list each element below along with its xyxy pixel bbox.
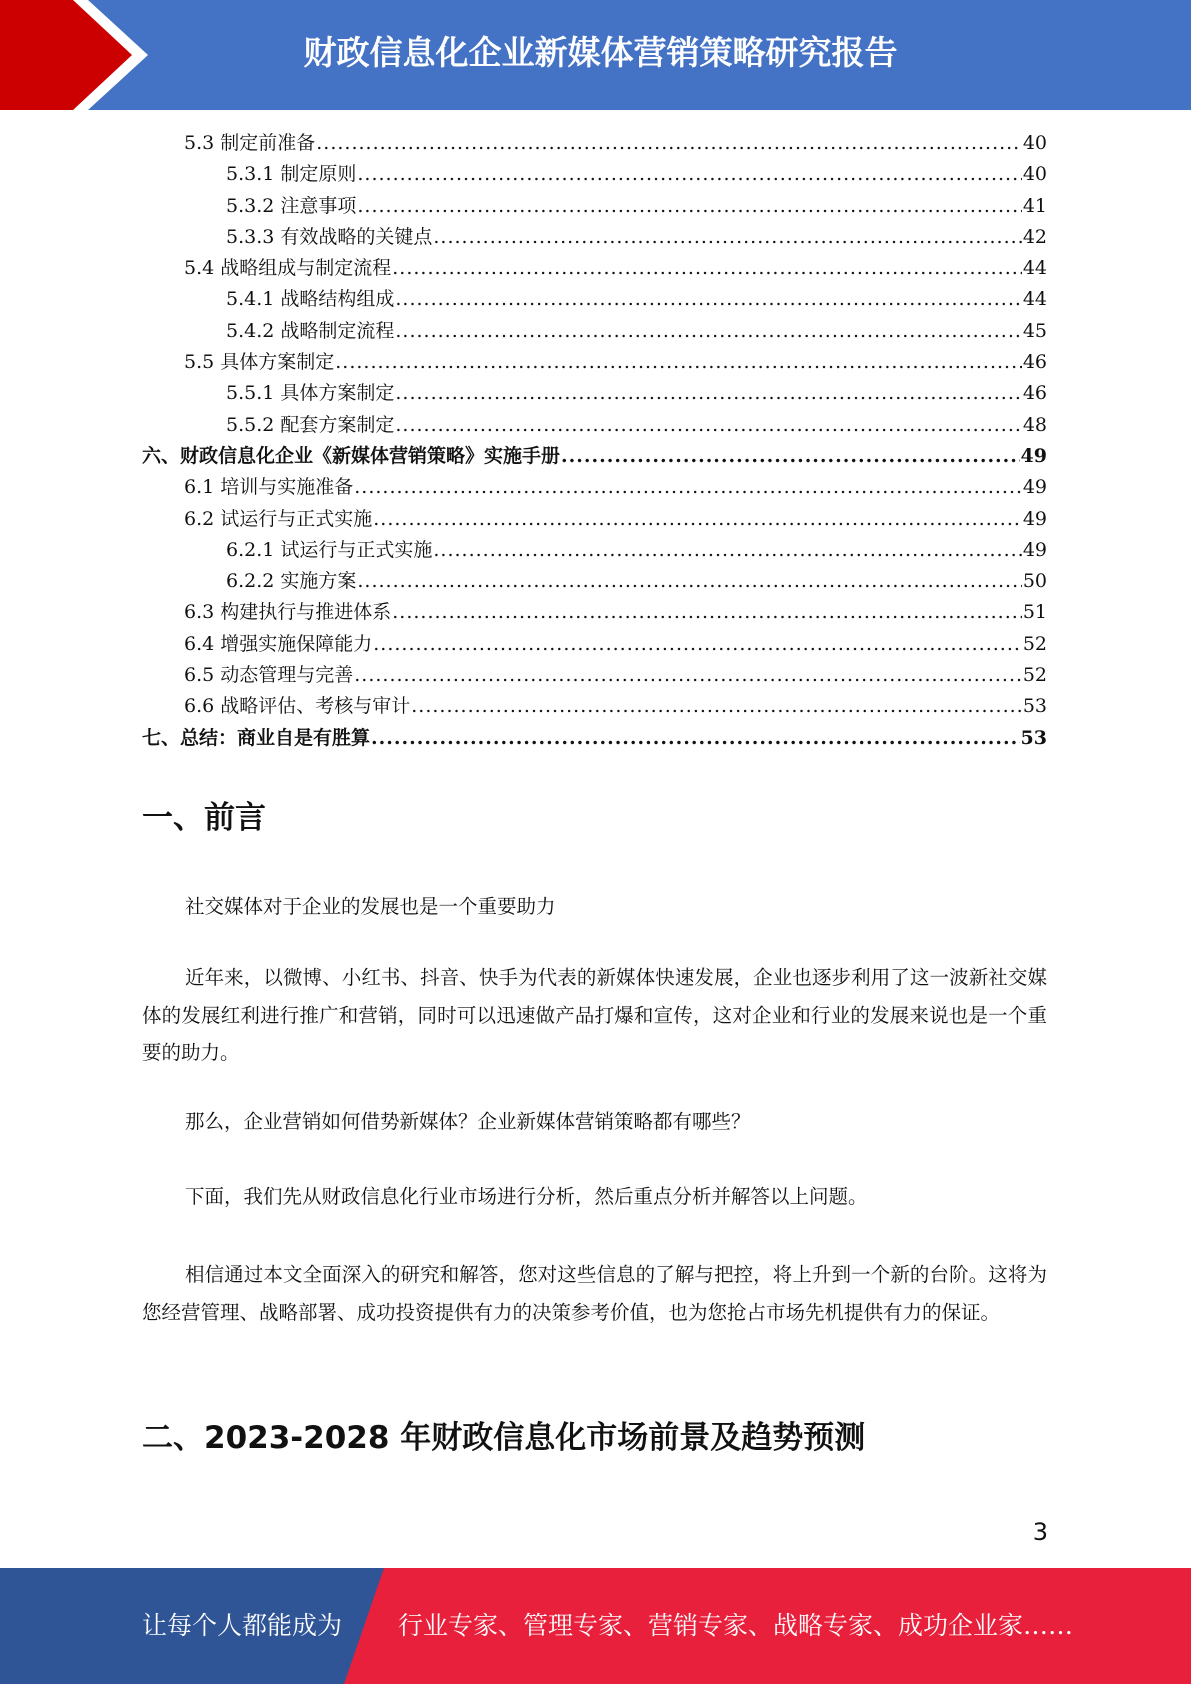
toc-entry-page: 49 <box>1020 444 1047 467</box>
toc-entry[interactable] <box>142 222 1047 253</box>
toc-entry-page: 52 <box>1022 632 1047 655</box>
body-paragraph: 近年来，以微博、小红书、抖音、快手为代表的新媒体快速发展，企业也逐步利用了这一波新社交媒体的发展红利进行推广和营销，同时可以迅速做产品打爆和宣传，这对企业和行业的发展来说也是一个重要的助力。 <box>142 966 1047 1064</box>
toc-entry-page: 53 <box>1020 726 1047 749</box>
toc-entry-title: 5.3.3 有效战略的关键点 <box>226 225 433 248</box>
toc-entry-title: 5.3.2 注意事项 <box>226 194 357 217</box>
report-title: 财政信息化企业新媒体营销策略研究报告 <box>303 33 898 72</box>
toc-entry-title: 六、财政信息化企业《新媒体营销策略》实施手册 <box>142 444 561 467</box>
toc-entry-page: 41 <box>1022 194 1047 217</box>
toc-dot-leader <box>433 535 1021 566</box>
toc-dot-leader <box>392 597 1022 628</box>
toc-dot-leader <box>354 472 1022 503</box>
toc-entry-title: 6.2.2 实施方案 <box>226 570 357 593</box>
toc-entry[interactable] <box>142 284 1047 315</box>
toc-entry[interactable] <box>142 691 1047 722</box>
toc-entry-page: 53 <box>1022 695 1047 718</box>
toc-entry[interactable] <box>142 504 1047 535</box>
toc-entry-page: 44 <box>1022 288 1047 311</box>
toc-entry[interactable] <box>142 253 1047 284</box>
toc-entry-title: 6.4 增强实施保障能力 <box>184 632 373 655</box>
toc-entry-title: 5.4.2 战略制定流程 <box>226 319 395 342</box>
toc-entry-title: 6.2.1 试运行与正式实施 <box>226 538 433 561</box>
toc-entry-title: 5.4.1 战略结构组成 <box>226 288 395 311</box>
toc-dot-leader <box>335 347 1022 378</box>
page-footer <box>0 1568 1191 1684</box>
toc-entry[interactable] <box>142 378 1047 409</box>
toc-dot-leader <box>373 504 1022 535</box>
toc-entry[interactable] <box>142 316 1047 347</box>
body-paragraph: 社交媒体对于企业的发展也是一个重要助力 <box>185 895 556 918</box>
toc-entry[interactable] <box>142 128 1047 159</box>
toc-entry-title: 6.1 培训与实施准备 <box>184 476 354 499</box>
toc-entry[interactable] <box>142 535 1047 566</box>
toc-entry-title: 5.3 制定前准备 <box>184 132 316 154</box>
toc-dot-leader <box>395 410 1021 441</box>
toc-entry-page: 49 <box>1022 507 1047 530</box>
table-of-contents <box>142 128 1047 754</box>
toc-entry-page: 49 <box>1022 538 1047 561</box>
toc-entry[interactable] <box>142 723 1047 754</box>
toc-entry-title: 5.5 具体方案制定 <box>184 351 335 374</box>
body-paragraph: 下面，我们先从财政信息化行业市场进行分析，然后重点分析并解答以上问题。 <box>185 1185 868 1208</box>
footer-slogan-left: 让每个人都能成为 <box>142 1611 343 1640</box>
toc-dot-leader <box>392 253 1022 284</box>
toc-dot-leader <box>395 378 1021 409</box>
toc-entry-page: 46 <box>1022 382 1047 405</box>
toc-entry[interactable] <box>142 597 1047 628</box>
body-paragraph: 那么，企业营销如何借势新媒体？企业新媒体营销策略都有哪些？ <box>185 1110 751 1133</box>
toc-entry-title: 5.5.1 具体方案制定 <box>226 382 395 405</box>
toc-entry[interactable] <box>142 629 1047 660</box>
toc-entry-page: 51 <box>1022 601 1047 624</box>
toc-entry-page: 44 <box>1022 257 1047 280</box>
toc-entry-title: 5.3.1 制定原则 <box>226 163 357 186</box>
toc-entry-page: 49 <box>1022 476 1047 499</box>
toc-entry-title: 6.5 动态管理与完善 <box>184 664 354 687</box>
toc-dot-leader <box>411 691 1022 722</box>
toc-dot-leader <box>373 629 1022 660</box>
toc-dot-leader <box>357 566 1021 597</box>
toc-entry-page: 46 <box>1022 351 1047 374</box>
toc-entry-page: 50 <box>1022 570 1047 593</box>
footer-slogan-right: 行业专家、管理专家、营销专家、战略专家、成功企业家…… <box>398 1611 1074 1640</box>
toc-entry-page: 52 <box>1022 664 1047 687</box>
toc-entry-page: 42 <box>1022 225 1047 248</box>
toc-entry[interactable] <box>142 566 1047 597</box>
toc-entry-title: 6.6 战略评估、考核与审计 <box>184 695 411 718</box>
toc-entry-title: 七、总结：商业自是有胜算 <box>142 726 371 749</box>
toc-dot-leader <box>561 441 1020 472</box>
toc-entry-page: 48 <box>1022 413 1047 436</box>
section-heading-forecast: 二、2023-2028 年财政信息化市场前景及趋势预测 <box>142 1420 866 1456</box>
toc-entry-title: 5.4 战略组成与制定流程 <box>184 257 392 280</box>
toc-dot-leader <box>371 723 1020 754</box>
toc-entry[interactable] <box>142 159 1047 190</box>
toc-entry-title: 5.5.2 配套方案制定 <box>226 413 395 436</box>
toc-dot-leader <box>395 316 1021 347</box>
toc-entry[interactable] <box>142 660 1047 691</box>
toc-entry[interactable] <box>142 410 1047 441</box>
toc-entry[interactable] <box>142 347 1047 378</box>
toc-entry[interactable] <box>142 191 1047 222</box>
toc-entry[interactable] <box>142 472 1047 503</box>
toc-dot-leader <box>357 191 1021 222</box>
page-number: 3 <box>1032 1518 1048 1546</box>
toc-entry-page: 40 <box>1022 132 1047 154</box>
toc-entry-title: 6.3 构建执行与推进体系 <box>184 601 392 624</box>
page-header <box>0 0 1191 110</box>
toc-dot-leader <box>354 660 1022 691</box>
toc-dot-leader <box>316 128 1022 159</box>
toc-entry-page: 40 <box>1022 163 1047 186</box>
toc-dot-leader <box>433 222 1021 253</box>
toc-entry[interactable] <box>142 441 1047 472</box>
body-paragraph: 相信通过本文全面深入的研究和解答，您对这些信息的了解与把控，将上升到一个新的台阶。这将为您经营管理、战略部署、成功投资提供有力的决策参考价值，也为您抢占市场先机提供有力的保证。 <box>142 1263 1047 1324</box>
toc-dot-leader <box>357 159 1021 190</box>
section-heading-preface: 一、前言 <box>142 800 266 836</box>
toc-entry-title: 6.2 试运行与正式实施 <box>184 507 373 530</box>
toc-entry-page: 45 <box>1022 319 1047 342</box>
toc-dot-leader <box>395 284 1021 315</box>
